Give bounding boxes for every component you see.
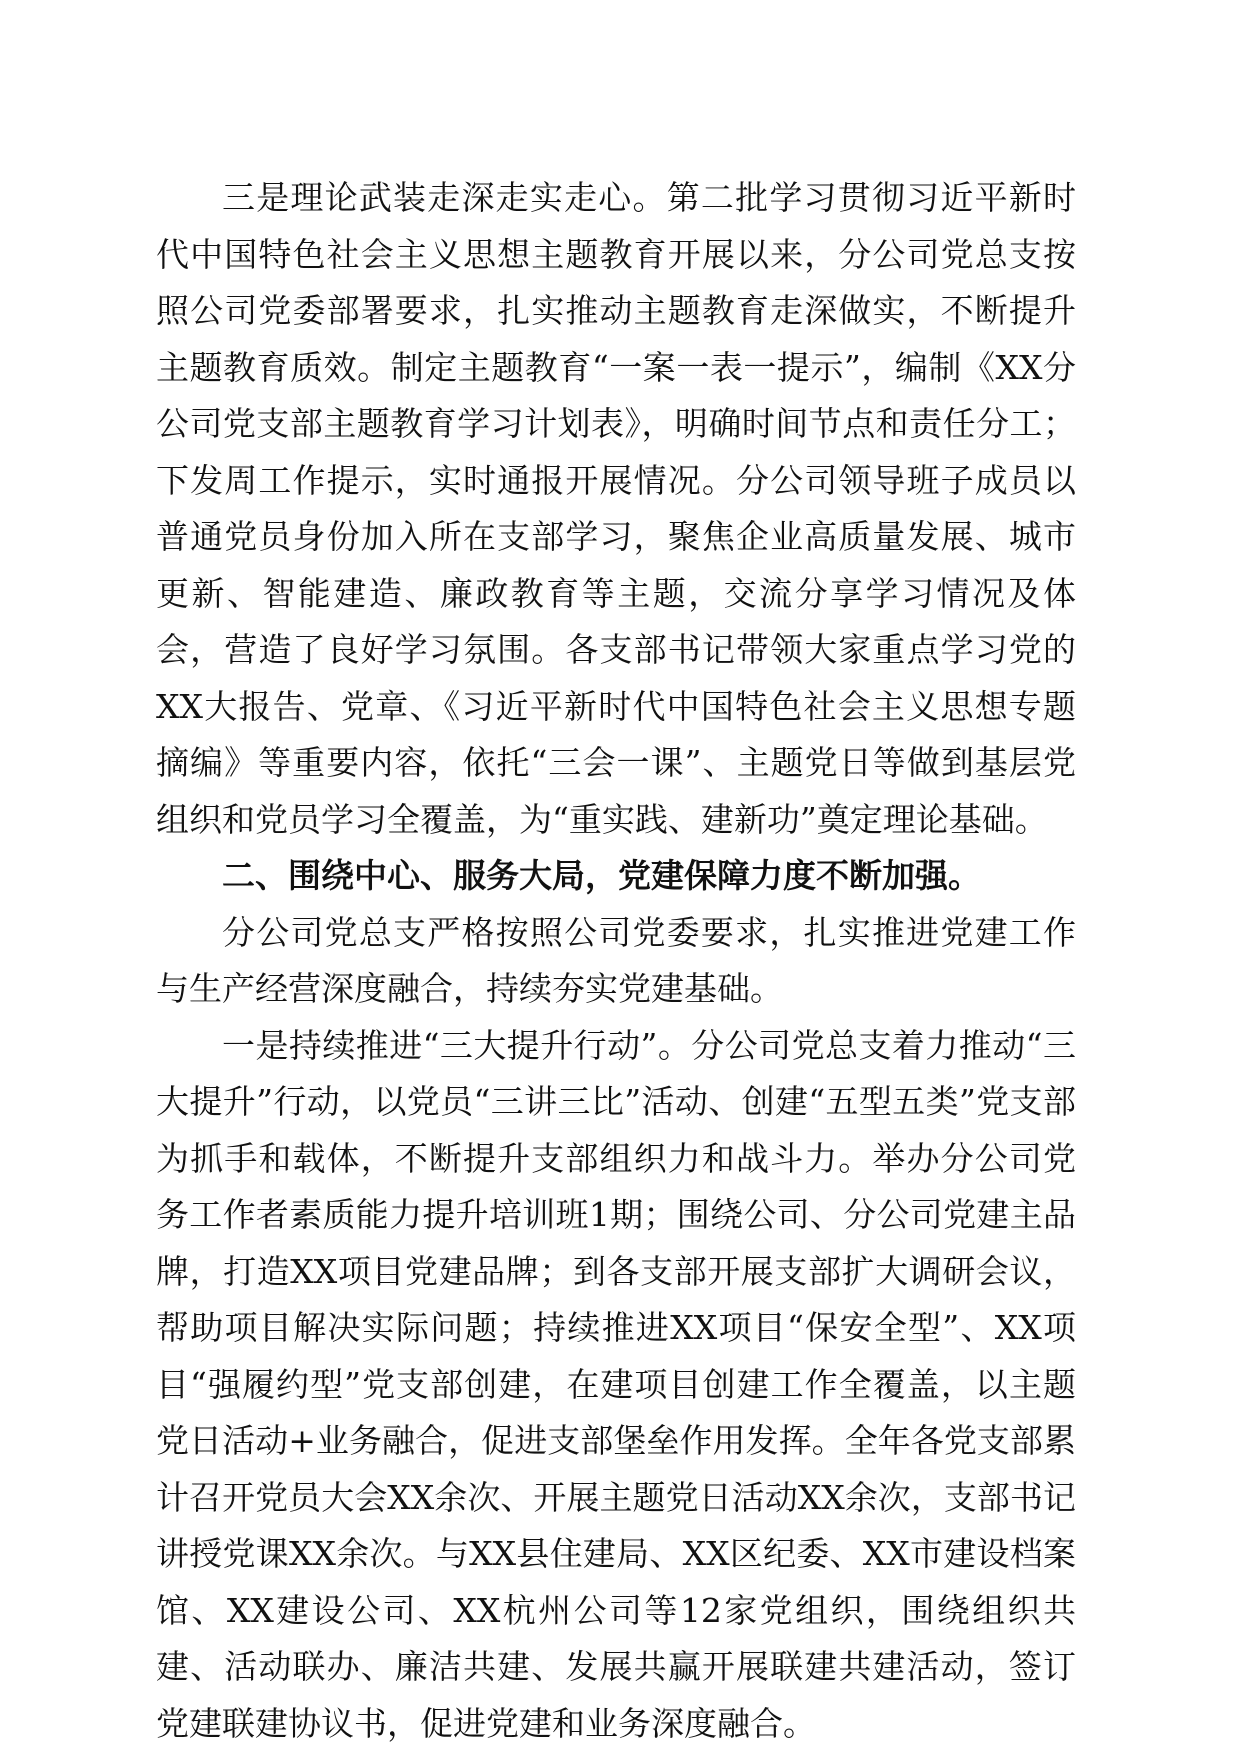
paragraph-section-intro: 分公司党总支严格按照公司党委要求，扎实推进党建工作与生产经营深度融合，持续夯实党建基础。 <box>156 912 1076 1008</box>
paragraph-three-upgrades: 一是持续推进“三大提升行动”。分公司党总支着力推动“三大提升”行动，以党员“三讲三比”活动、创建“五型五类”党支部为抓手和载体，不断提升支部组织力和战斗力。举办分公司党务工作者素质能力提升培训班1期；围绕公司、分公司党建主品牌，打造XX项目党建品牌；到各支部开展支部扩大调研会议，帮助项目解决实际问题；持续推进XX项目“保安全型”、XX项目“强履约型”党支部创建，在建项目创建工作全覆盖，以主题党日活动+业务融合，促进支部堡垒作用发挥。全年各党支部累计召开党员大会XX余次、开展主题党日活动XX余次，支部书记讲授党课XX余次。与XX县住建局、XX区纪委、XX市建设档案馆、XX建设公司、XX杭州公司等12家党组织，围绕组织共建、活动联办、廉洁共建、发展共赢开展联建共建活动，签订党建联建协议书，促进党建和业务深度融合。 <box>156 1025 1076 1743</box>
document-body <box>156 170 1076 1752</box>
section-heading: 二、围绕中心、服务大局，党建保障力度不断加强。 <box>222 856 981 895</box>
paragraph-theory-study: 三是理论武装走深走实走心。第二批学习贯彻习近平新时代中国特色社会主义思想主题教育开展以来，分公司党总支按照公司党委部署要求，扎实推动主题教育走深做实，不断提升主题教育质效。制定主题教育“一案一表一提示”，编制《XX分公司党支部主题教育学习计划表》，明确时间节点和责任分工；下发周工作提示，实时通报开展情况。分公司领导班子成员以普通党员身份加入所在支部学习，聚焦企业高质量发展、城市更新、智能建造、廉政教育等主题，交流分享学习情况及体会，营造了良好学习氛围。各支部书记带领大家重点学习党的XX大报告、党章、《习近平新时代中国特色社会主义思想专题摘编》等重要内容，依托“三会一课”、主题党日等做到基层党组织和党员学习全覆盖，为“重实践、建新功”奠定理论基础。 <box>156 178 1076 839</box>
